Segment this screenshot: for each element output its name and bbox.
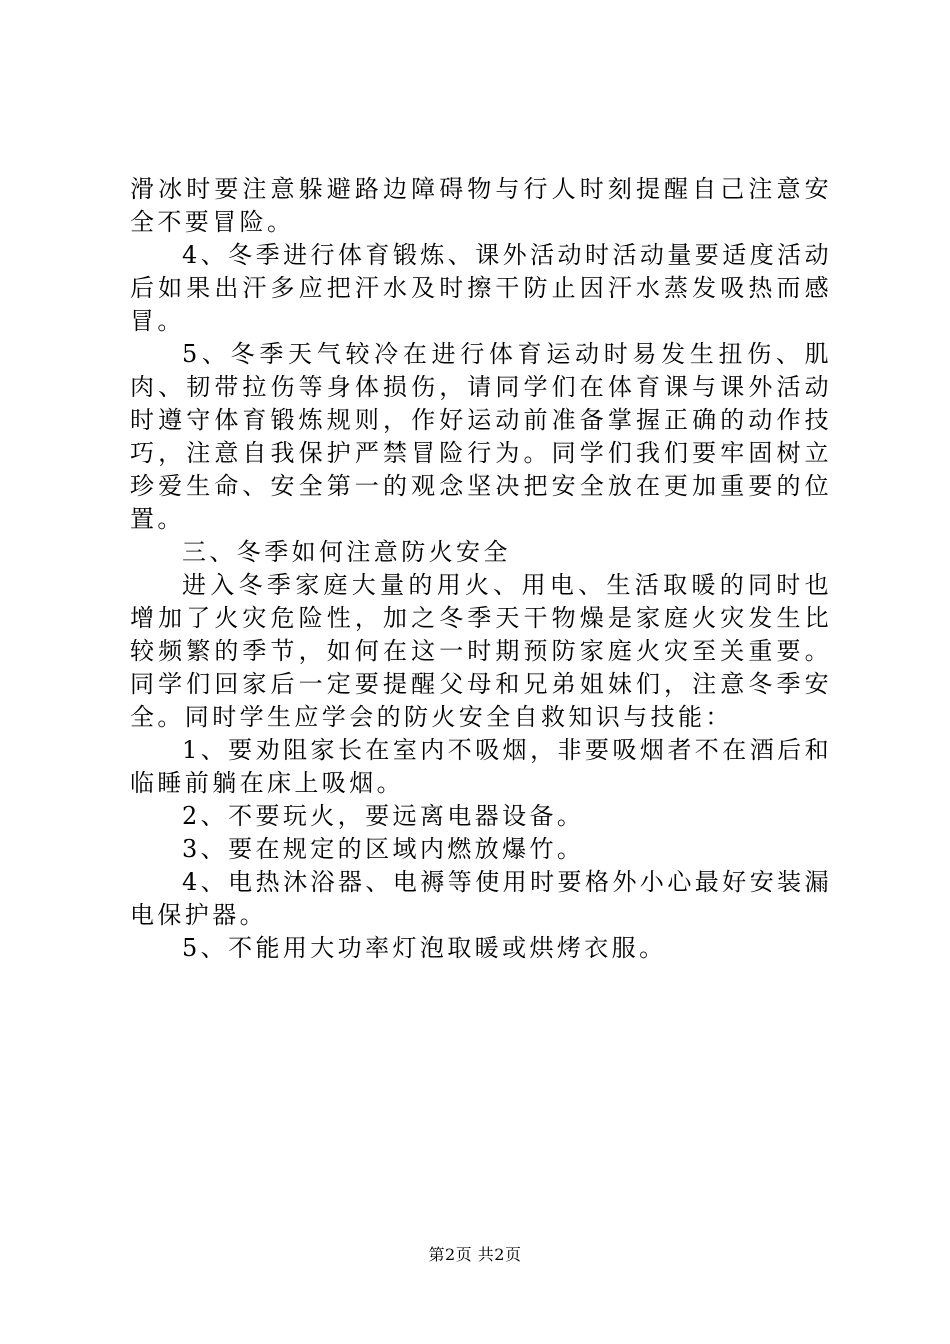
document-body bbox=[130, 173, 832, 965]
section-heading-fire-safety: 三、冬季如何注意防火安全 bbox=[182, 538, 511, 566]
paragraph-item-5: 5、冬季天气较冷在进行体育运动时易发生扭伤、肌肉、韧带拉伤等身体损伤，请同学们在体育课与课外活动时遵守体育锻炼规则，作好运动前准备掌握正确的动作技巧，注意自我保护严禁冒险行为。同学们我们要牢固树立珍爱生命、安全第一的观念坚决把安全放在更加重要的位置。 bbox=[130, 340, 832, 533]
paragraph-fire-item-5: 5、不能用大功率灯泡取暖或烘烤衣服。 bbox=[182, 934, 667, 962]
paragraph-fire-item-4: 4、电热沐浴器、电褥等使用时要格外小心最好安装漏电保护器。 bbox=[130, 868, 832, 929]
paragraph-item-4: 4、冬季进行体育锻炼、课外活动时活动量要适度活动后如果出汗多应把汗水及时擦干防止因汗水蒸发吸热而感冒。 bbox=[130, 241, 832, 335]
page-number-footer: 第2页 共2页 bbox=[428, 1245, 522, 1264]
paragraph-fire-item-2: 2、不要玩火，要远离电器设备。 bbox=[182, 802, 585, 830]
paragraph-fire-item-3: 3、要在规定的区域内燃放爆竹。 bbox=[182, 835, 585, 863]
paragraph-fire-intro: 进入冬季家庭大量的用火、用电、生活取暖的同时也增加了火灾危险性，加之冬季天干物燥是家庭火灾发生比较频繁的季节，如何在这一时期预防家庭火灾至关重要。同学们回家后一定要提醒父母和兄弟姐妹们，注意冬季安全。同时学生应学会的防火安全自救知识与技能： bbox=[130, 571, 832, 731]
paragraph-continued: 滑冰时要注意躲避路边障碍物与行人时刻提醒自己注意安全不要冒险。 bbox=[130, 175, 832, 236]
paragraph-fire-item-1: 1、要劝阻家长在室内不吸烟，非要吸烟者不在酒后和临睡前躺在床上吸烟。 bbox=[130, 736, 832, 797]
